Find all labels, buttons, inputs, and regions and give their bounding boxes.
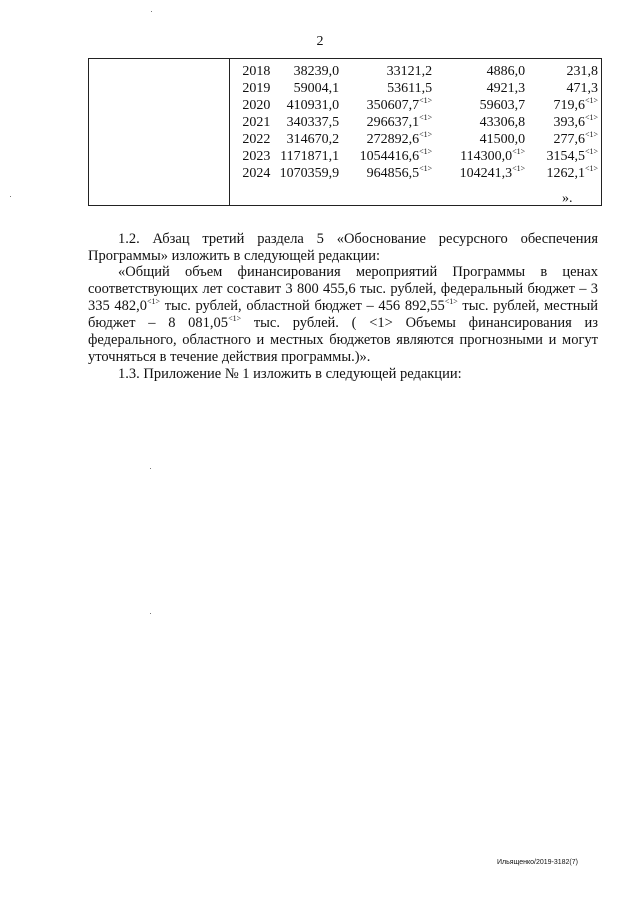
total-cell: 1171871,1 bbox=[280, 149, 340, 164]
footnote-mark: <1> bbox=[584, 96, 598, 105]
federal-budget-cell: $272892,6^{<1>}$ bbox=[366, 130, 433, 147]
year-cell: 2021 bbox=[242, 115, 271, 130]
year-cell: 2023 bbox=[242, 149, 271, 164]
year-cell: 2022 bbox=[242, 132, 271, 147]
footnote-mark: <1> bbox=[584, 164, 598, 173]
regional-budget-cell: 4886,0 bbox=[486, 64, 526, 79]
local-budget-cell: $1262,1^{<1>}$ bbox=[546, 164, 598, 181]
total-cell: 1070359,9 bbox=[279, 166, 340, 181]
federal-budget-cell: $296637,1^{<1>}$ bbox=[366, 113, 433, 130]
footnote-mark: <1> bbox=[419, 96, 433, 105]
local-budget-cell: $393,6^{<1>}$ bbox=[553, 113, 598, 130]
paragraph-1-2 bbox=[88, 231, 598, 265]
year-cell: 2020 bbox=[242, 98, 271, 113]
quote-part-a: «Общий объем финансирования мероприятий Программы в ценах соответствующих лет составит 3 800 455,6 тыс. рублей, федеральный бюджет – 3 335 482,0 bbox=[88, 264, 598, 314]
page-number: 2 bbox=[316, 34, 324, 49]
quote-part-c: тыс. рублей, местный бюджет – 8 081,05 bbox=[88, 298, 599, 331]
footnote-mark: <1> bbox=[512, 164, 526, 173]
federal-budget-cell: $1054416,6^{<1>}$ bbox=[359, 147, 433, 164]
footnote-mark: <1> bbox=[419, 130, 433, 139]
footnote-mark: <1> bbox=[419, 164, 433, 173]
scan-speck bbox=[151, 11, 152, 12]
local-budget-cell: 231,8 bbox=[566, 64, 598, 79]
footer-document-code: Ильященко/2019-3182(7) bbox=[496, 859, 578, 866]
local-budget-cell: $277,6^{<1>}$ bbox=[553, 130, 598, 147]
total-cell: 314670,2 bbox=[286, 132, 340, 147]
table-row bbox=[230, 114, 602, 131]
footnote-mark: <1> bbox=[147, 297, 161, 306]
footnote-mark: <1> bbox=[419, 113, 433, 122]
paragraph-1-2-line-1: 1.2. Абзац третий раздела 5 «Обоснование ресурсного обеспечения bbox=[118, 231, 598, 247]
federal-budget-cell: 53611,5 bbox=[387, 81, 433, 96]
total-cell: 59004,1 bbox=[293, 81, 340, 96]
local-budget-cell: 471,3 bbox=[566, 81, 598, 96]
year-cell: 2018 bbox=[242, 64, 271, 79]
paragraph-1-2-line-2: Программы» изложить в следующей редакции: bbox=[88, 248, 381, 264]
paragraph-1-3 bbox=[88, 366, 598, 383]
footnote-mark: <1> bbox=[419, 147, 433, 156]
local-budget-cell: $3154,5^{<1>}$ bbox=[546, 147, 598, 164]
total-cell: 340337,5 bbox=[286, 115, 340, 130]
quote-part-b: тыс. рублей, областной бюджет – 456 892,55 bbox=[160, 298, 445, 314]
paragraph-quote-text bbox=[88, 264, 598, 366]
scan-speck bbox=[10, 196, 11, 197]
paragraph-1-3-text: 1.3. Приложение № 1 изложить в следующей редакции: bbox=[118, 366, 462, 382]
footnote-mark: <1> bbox=[584, 147, 598, 156]
paragraph-quote bbox=[88, 264, 598, 366]
table-row bbox=[230, 148, 602, 165]
footnote-mark: <1> bbox=[584, 113, 598, 122]
table-row bbox=[230, 165, 602, 182]
scan-speck bbox=[150, 613, 151, 614]
footnote-mark: <1> bbox=[512, 147, 526, 156]
table-row bbox=[230, 131, 602, 148]
table-row bbox=[230, 63, 602, 80]
regional-budget-cell: $114300,0^{<1>}$ bbox=[460, 147, 526, 164]
federal-budget-cell: 33121,2 bbox=[386, 64, 433, 79]
total-cell: 38239,0 bbox=[293, 64, 340, 79]
total-cell: 410931,0 bbox=[286, 98, 340, 113]
regional-budget-cell: 43306,8 bbox=[479, 115, 526, 130]
table-row bbox=[230, 97, 602, 114]
closing-quote: ». bbox=[562, 191, 573, 206]
regional-budget-cell: 41500,0 bbox=[479, 132, 526, 147]
local-budget-cell: $719,6^{<1>}$ bbox=[553, 96, 598, 113]
year-cell: 2019 bbox=[242, 81, 271, 96]
footnote-mark: <1> bbox=[228, 314, 242, 323]
federal-budget-cell: $964856,5^{<1>}$ bbox=[366, 164, 433, 181]
financing-table-frame bbox=[88, 58, 602, 206]
footnote-mark: <1> bbox=[444, 297, 458, 306]
scan-speck bbox=[150, 468, 151, 469]
financing-table bbox=[230, 63, 602, 182]
regional-budget-cell: 59603,7 bbox=[479, 98, 526, 113]
table-row bbox=[230, 80, 602, 97]
footnote-mark: <1> bbox=[584, 130, 598, 139]
federal-budget-cell: $350607,7^{<1>}$ bbox=[366, 96, 433, 113]
regional-budget-cell: $104241,3^{<1>}$ bbox=[459, 164, 526, 181]
year-cell: 2024 bbox=[242, 166, 271, 181]
regional-budget-cell: 4921,3 bbox=[486, 81, 526, 96]
quote-part-d: тыс. рублей. ( <1> Объемы финансирования из федерального, областного и местных бюджетов являются прогнозными и могут уточняться в течение действия программы.)». bbox=[88, 315, 598, 365]
